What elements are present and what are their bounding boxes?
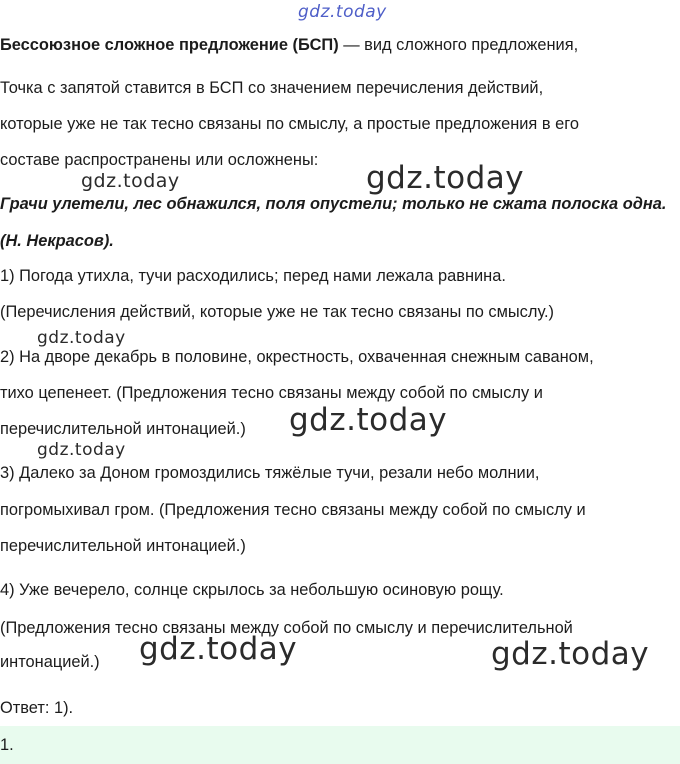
item-3-line-2: погромыхивал гром. (Предложения тесно связаны между собой по смыслу и <box>0 501 586 519</box>
intro-term: Бессоюзное сложное предложение (БСП) <box>0 36 339 54</box>
item-2-line-1: 2) На дворе декабрь в половине, окрестность, охваченная снежным саваном, <box>0 348 594 366</box>
answer-box-text: 1. <box>0 736 14 754</box>
item-3-line-3: перечислительной интонацией.) <box>0 537 246 555</box>
watermark-top: gdz.today <box>298 2 387 22</box>
item-4-line-3: интонацией.) <box>0 653 100 671</box>
example-line: Грачи улетели, лес обнажился, поля опустели; только не сжата полоска одна. <box>0 195 667 213</box>
watermark: gdz.today <box>37 440 126 460</box>
rule-line-2: которые уже не так тесно связаны по смыслу, а простые предложения в его <box>0 115 579 133</box>
intro-line <box>0 34 676 56</box>
intro-definition: — вид сложного предложения, <box>338 36 579 54</box>
item-1-line-2: (Перечисления действий, которые уже не так тесно связаны по смыслу.) <box>0 303 555 321</box>
watermark: gdz.today <box>491 636 650 672</box>
watermark: gdz.today <box>366 160 525 196</box>
rule-line-3: составе распространены или осложнены: <box>0 151 319 169</box>
answer-box <box>0 726 680 764</box>
watermark: gdz.today <box>37 328 126 348</box>
item-2-line-2: тихо цепенеет. (Предложения тесно связаны между собой по смыслу и <box>0 384 543 402</box>
example-author: (Н. Некрасов). <box>0 232 114 250</box>
answer-text: Ответ: 1). <box>0 699 74 717</box>
item-1-line-1: 1) Погода утихла, тучи расходились; перед нами лежала равнина. <box>0 267 506 285</box>
watermark: gdz.today <box>81 170 180 192</box>
watermark: gdz.today <box>139 631 298 667</box>
item-4-line-2: (Предложения тесно связаны между собой по смыслу и перечислительной <box>0 619 573 637</box>
item-2-line-3: перечислительной интонацией.) <box>0 420 246 438</box>
item-4-line-1: 4) Уже вечерело, солнце скрылось за небольшую осиновую рощу. <box>0 581 504 599</box>
rule-line-1: Точка с запятой ставится в БСП со значением перечисления действий, <box>0 79 544 97</box>
item-3-line-1: 3) Далеко за Доном громоздились тяжёлые тучи, резали небо молнии, <box>0 464 540 482</box>
watermark: gdz.today <box>289 402 448 438</box>
